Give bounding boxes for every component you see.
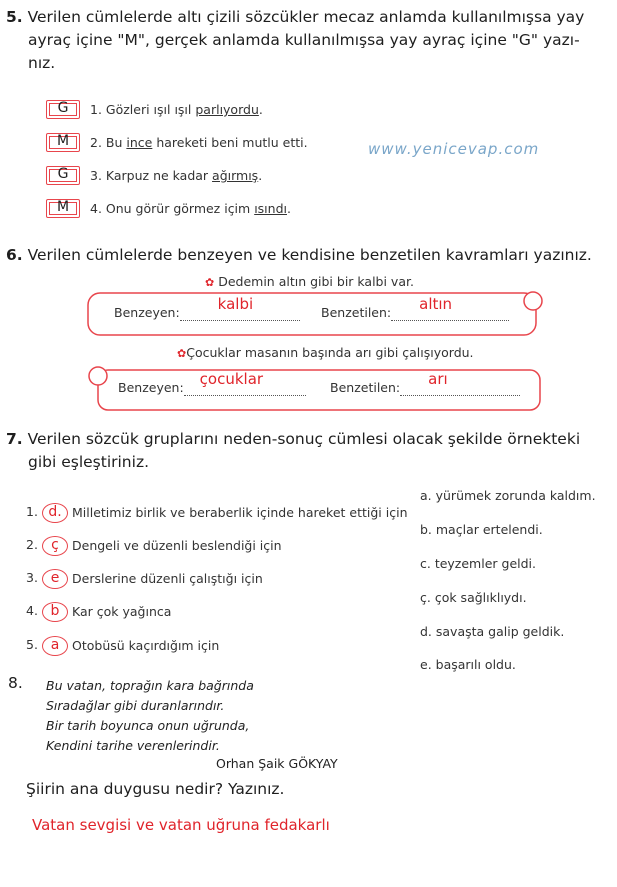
q7-line-1: Verilen sözcük gruplarını neden-sonuç cümlesi olacak şekilde örnekteki (27, 430, 581, 448)
q6-benzetilen-1 (321, 295, 509, 321)
benzeyen-answer-line (180, 295, 300, 321)
watermark: www.yenicevap.com (368, 140, 540, 158)
q7-left-item: Otobüsü kaçırdığım için (72, 638, 220, 653)
q7-left-number: 3. (26, 570, 38, 585)
q8-number: 8. (8, 674, 23, 692)
answer-box (46, 166, 80, 185)
q7-answer-circle: e (42, 569, 68, 589)
underlined-word: ince (126, 135, 153, 150)
q5-line-2: ayraç içine "M", gerçek anlamda kullanılmışsa yay ayraç içine "G" yazı- (28, 31, 580, 49)
q5-number: 5. (6, 8, 23, 26)
q5-item-text (90, 135, 308, 150)
q6-sentence-2-text: Çocuklar masanın başında arı gibi çalışıyordu. (186, 345, 474, 360)
underlined-word: parlıyordu (195, 102, 259, 117)
q7-answer-circle: d. (42, 503, 68, 523)
benzetilen-answer-line (391, 295, 509, 321)
answer-letter: G (57, 166, 69, 182)
answer-box (46, 133, 80, 152)
sentence-part: . (286, 201, 291, 216)
benzeyen-answer: çocuklar (199, 370, 264, 388)
underlined-word: ağırmış (212, 168, 259, 183)
poem-line: Bir tarih boyunca onun uğrunda, (46, 718, 250, 733)
sentence-part: 4. Onu görür görmez içim (90, 201, 255, 216)
q7-answer-circle: ç (42, 536, 68, 556)
sentence-part: . (258, 102, 263, 117)
q8-answer: Vatan sevgisi ve vatan uğruna fedakarlı (32, 816, 330, 834)
q7-left-item: Derslerine düzenli çalıştığı için (72, 571, 263, 586)
q8-poem (46, 676, 254, 756)
q7-right-item: ç. çok sağlıklıydı. (420, 590, 527, 605)
q6-benzetilen-2 (330, 370, 520, 396)
benzeyen-label: Benzeyen: (114, 305, 180, 320)
poem-line: Sıradağlar gibi duranlarındır. (46, 698, 225, 713)
q7-left-item: Milletimiz birlik ve beraberlik içinde hareket ettiği için (72, 505, 408, 520)
q7-answer-circle: a (42, 636, 68, 656)
q7-right-item: a. yürümek zorunda kaldım. (420, 488, 596, 503)
benzetilen-answer: arı (428, 370, 448, 388)
q7-left-item: Kar çok yağınca (72, 604, 172, 619)
flower-bullet-icon: ✿ (177, 347, 187, 360)
q7-right-item: e. başarılı oldu. (420, 657, 516, 672)
benzeyen-answer-line (184, 370, 306, 396)
benzetilen-label: Benzetilen: (330, 380, 401, 395)
q5-line-1: Verilen cümlelerde altı çizili sözcükler mecaz anlamda kullanılmışsa yay (27, 8, 585, 26)
answer-letter: M (56, 133, 70, 149)
q7-number: 7. (6, 430, 23, 448)
sentence-part: . (258, 168, 263, 183)
q5-item-text (90, 168, 262, 183)
sentence-part: hareketi beni mutlu etti. (152, 135, 308, 150)
poem-line: Kendini tarihe verenlerindir. (46, 738, 220, 753)
q7-right-item: d. savaşta galip geldik. (420, 624, 565, 639)
q7-left-number: 1. (26, 504, 38, 519)
answer-box (46, 100, 80, 119)
q7-answer-circle: b (42, 602, 68, 622)
q6-benzeyen-2 (118, 370, 306, 396)
answer-letter: G (57, 100, 69, 116)
answer-letter: M (56, 199, 70, 215)
q7-line-2: gibi eşleştiriniz. (28, 453, 150, 471)
sentence-part: 1. Gözleri ışıl ışıl (90, 102, 196, 117)
q7-left-item: Dengeli ve düzenli beslendiği için (72, 538, 282, 553)
q7-left-number: 5. (26, 637, 38, 652)
q6-sentence-1-text: Dedemin altın gibi bir kalbi var. (218, 274, 414, 289)
benzeyen-answer: kalbi (217, 295, 254, 313)
answer-box (46, 199, 80, 218)
q7-right-item: b. maçlar ertelendi. (420, 522, 543, 537)
q5-line-3: nız. (28, 54, 56, 72)
q6-benzeyen-1 (114, 295, 300, 321)
q5-item-text (90, 201, 291, 216)
q5-item-text (90, 102, 263, 117)
benzeyen-label: Benzeyen: (118, 380, 184, 395)
poem-author: Orhan Şaik GÖKYAY (216, 756, 338, 771)
q7-left-number: 4. (26, 603, 38, 618)
q6-heading (6, 244, 616, 267)
poem-line: Bu vatan, toprağın kara bağrında (46, 678, 254, 693)
q7-right-item: c. teyzemler geldi. (420, 556, 536, 571)
q8-question: Şiirin ana duygusu nedir? Yazınız. (26, 780, 285, 798)
q5-heading (6, 6, 616, 75)
q7-heading (6, 428, 616, 474)
benzetilen-answer: altın (419, 295, 453, 313)
q6-number: 6. (6, 246, 23, 264)
q6-title: Verilen cümlelerde benzeyen ve kendisine benzetilen kavramları yazınız. (27, 246, 592, 264)
sentence-part: 2. Bu (90, 135, 127, 150)
benzetilen-answer-line (400, 370, 520, 396)
sentence-part: 3. Karpuz ne kadar (90, 168, 213, 183)
flower-bullet-icon: ✿ (205, 276, 215, 289)
underlined-word: ısındı (254, 201, 287, 216)
benzetilen-label: Benzetilen: (321, 305, 392, 320)
q7-left-number: 2. (26, 537, 38, 552)
